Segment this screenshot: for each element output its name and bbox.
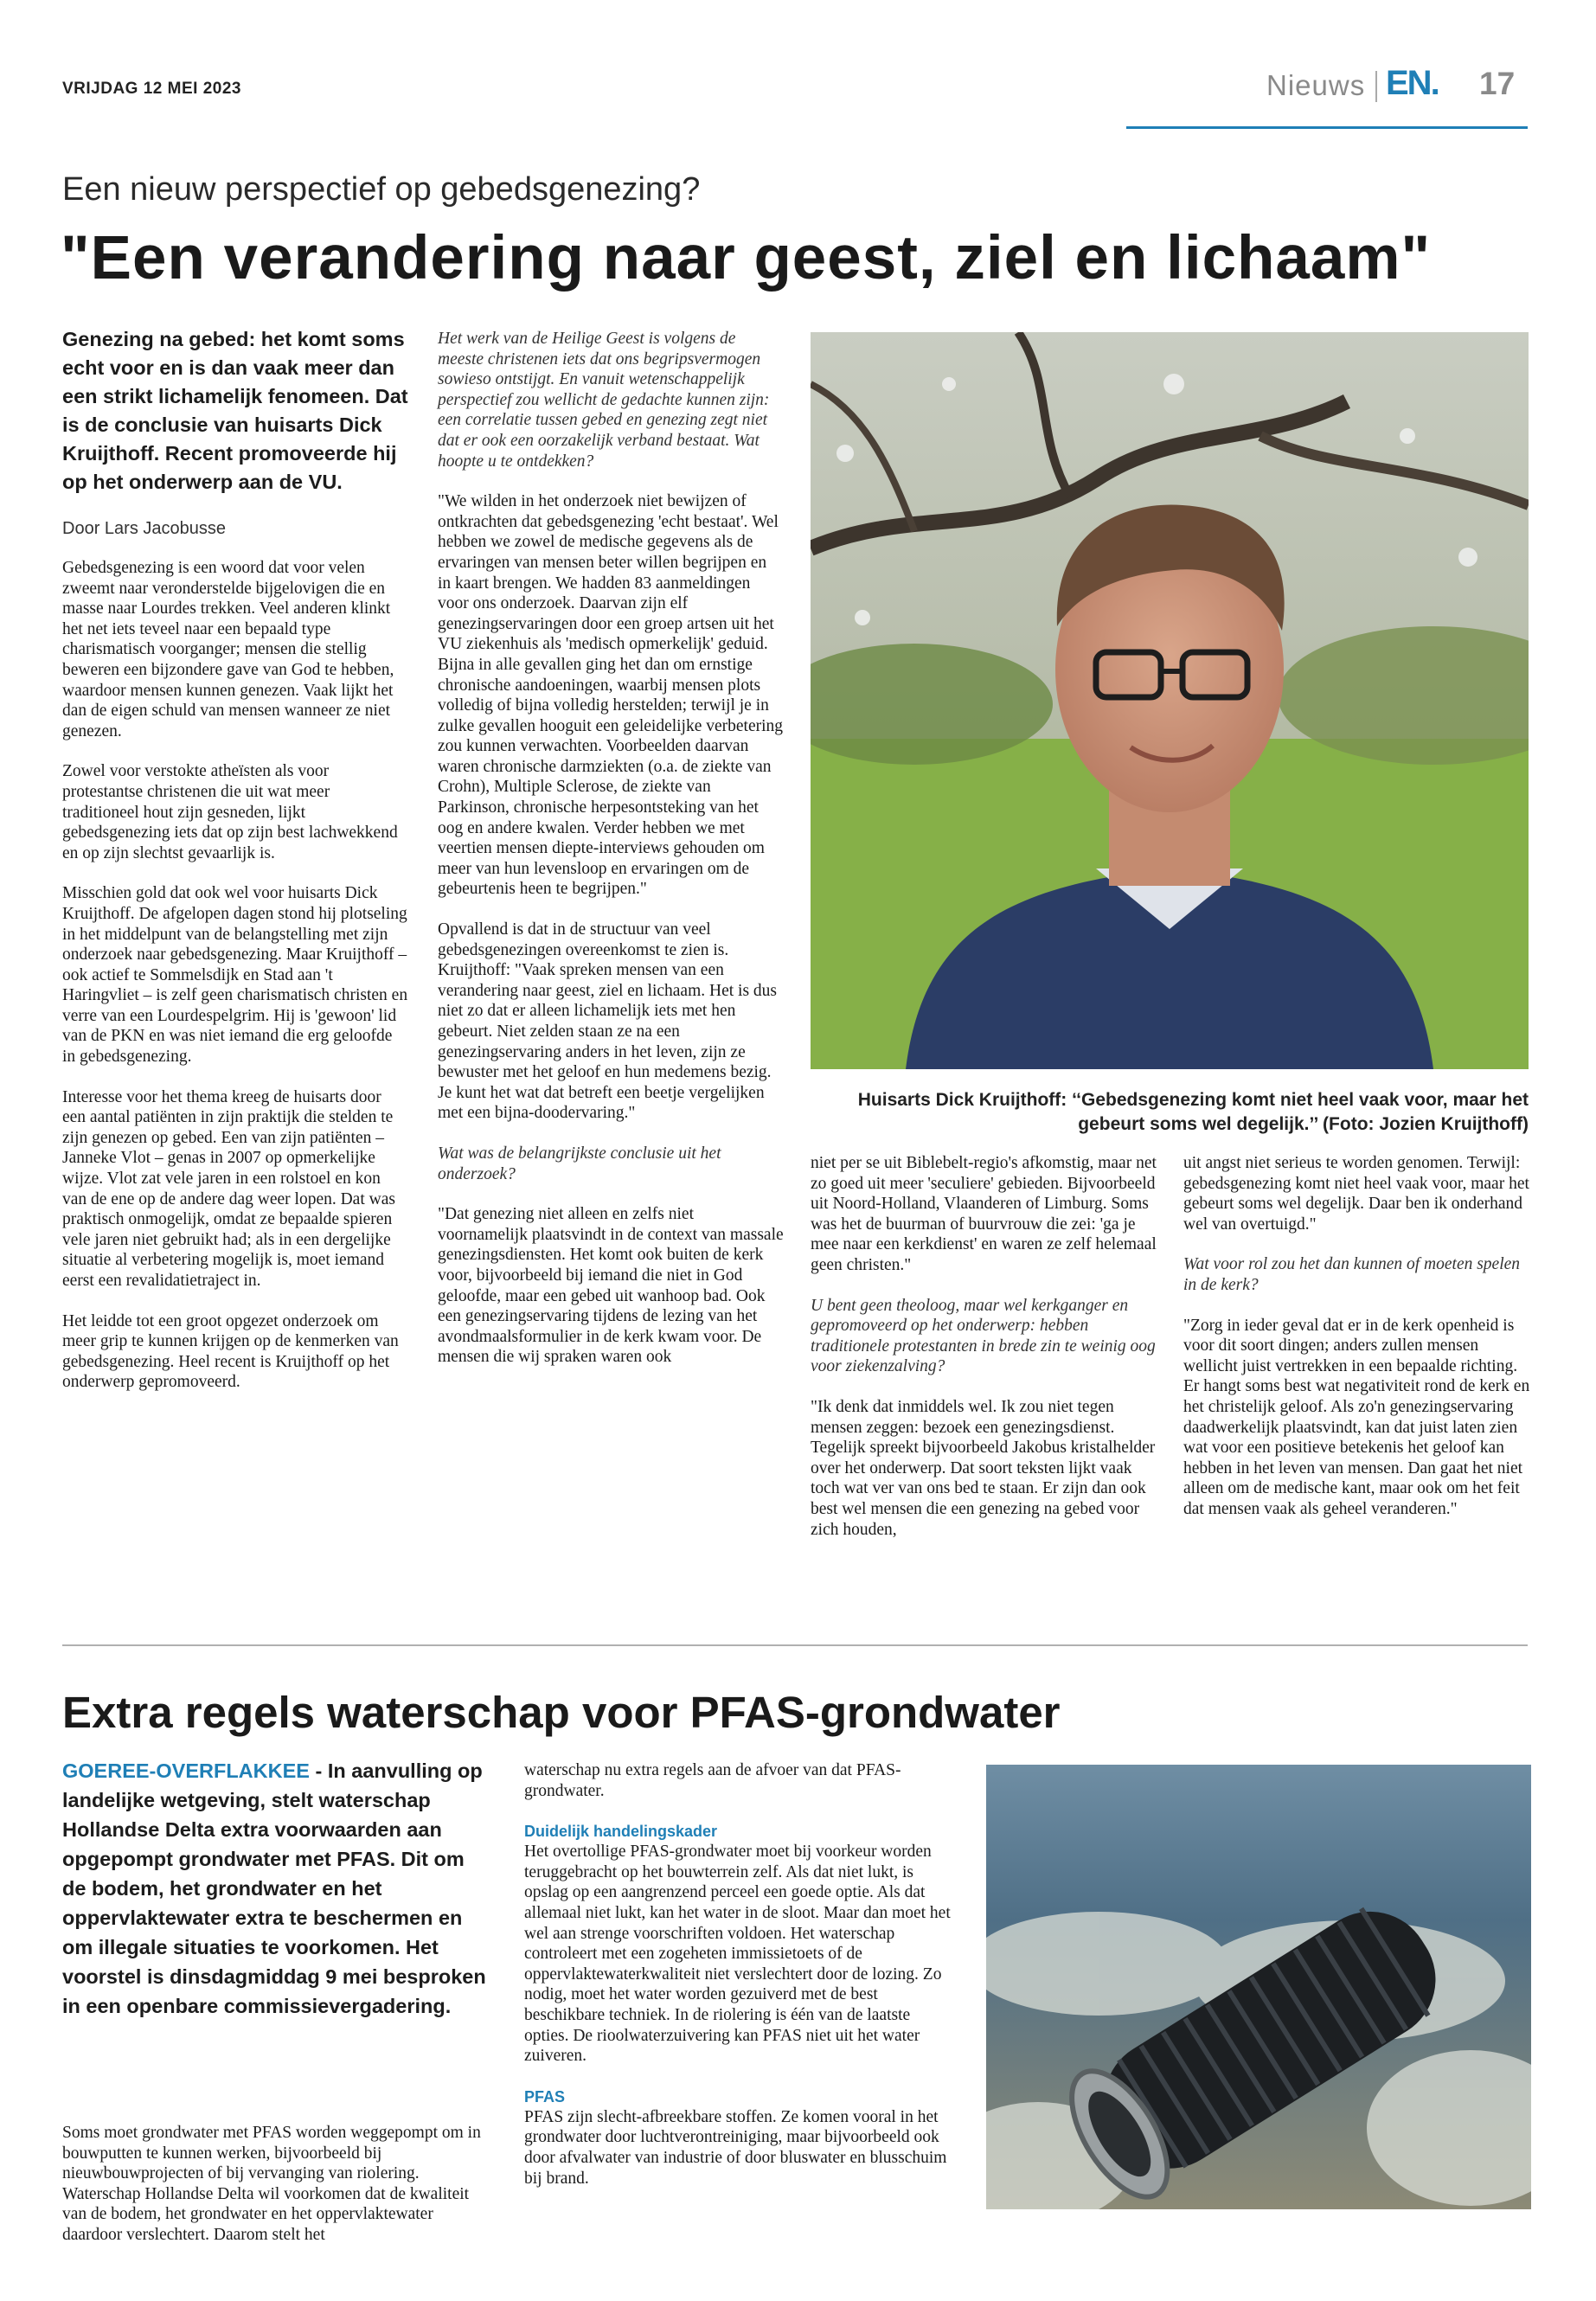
article1-col1-paragraph: Zowel voor verstokte atheïsten als voor protestantse christenen die uit wat meer traditioneel hout zijn gesneden, lijkt gebedsgenezing iets dat op zijn best lachwekkend en op zijn slechtst gevaarlijk is. (62, 762, 398, 862)
section-label: Nieuws (1266, 69, 1366, 101)
header-date: VRIJDAG 12 MEI 2023 (62, 80, 241, 98)
article1-col3 (811, 1153, 1158, 1560)
header-rule (1126, 126, 1528, 129)
article2-lead-text: - In aanvulling op landelijke wetgeving, stelt waterschap Hollandse Delta extra voorwaarden aan opgepompt grondwater met PFAS. Dit om de bodem, het grondwater en het oppervlaktewater extra te beschermen en om illegale situaties te voorkomen. Het voorstel is dinsdagmiddag 9 mei besproken in een openbare commissievergadering. (62, 1759, 486, 2017)
page-number: 17 (1479, 66, 1516, 101)
article2-col2 (524, 1760, 957, 2208)
article2-photo (986, 1765, 1531, 2209)
article2-paragraph: Het overtollige PFAS-grondwater moet bij voorkeur worden teruggebracht op het bouwterrein zelf. Als dat niet lukt, is opslag op een aangrenzend perceel een goede optie. Als dat allemaal niet lukt, kan het water in de sloot. Maar dan moet het wel aan strenge voorschriften voldoen. Het waterschap controleert met een zogeheten immissietoets of de oppervlaktewaterkwaliteit niet verslechtert door de lozing. Zo nodig, moet het water worden gezuiverd met de best beschikbare techniek. In de riolering is één van de laatste opties. De rioolwaterzuivering kan PFAS niet uit het water zuiveren. (524, 1843, 951, 2066)
interview-answer: "Zorg in ieder geval dat er in de kerk openheid is voor dit soort dingen; anders zullen mensen wellicht juist vertrekken in een bepaalde richting. Er hangt soms best wat negativiteit rond de kerk en het christelijk geloof. Als zo'n genezingservaring daadwerkelijk plaatsvindt, kan dat juist laten zien wat voor een positieve betekenis het geloof kan hebben in het leven van mensen. Dan gaat het niet alleen om de medische kant, maar ook om het feit dat mensen vaak als geheel veranderen." (1183, 1316, 1530, 1518)
interview-question: U bent geen theoloog, maar wel kerkganger en gepromoveerd op het onderwerp: hebben traditionele protestanten in brede zin te weinig oog voor ziekenzalving? (811, 1296, 1156, 1376)
article2-paragraph: PFAS zijn slecht-afbreekbare stoffen. Ze komen vooral in het grondwater door luchtverontreiniging, maar bijvoorbeeld ook door afvalwater van industrie of door bluswater en blusschuim bij brand. (524, 2107, 947, 2188)
article1-col2 (438, 329, 784, 1388)
drain-pipe-photo (986, 1765, 1531, 2209)
article1-photo-caption: Huisarts Dick Kruijthoff: ‘‘Gebedsgenezing komt niet heel vaak voor, maar het gebeurt soms wel degelijk.’’ (Foto: Jozien Kruijthoff) (857, 1090, 1529, 1134)
interview-question: Het werk van de Heilige Geest is volgens de meeste christenen iets dat ons begripsvermogen sowieso ontstijgt. En vanuit wetenschappelijk perspectief zou wellicht de gedachte kunnen zijn: een correlatie tussen gebed en genezing zegt niet dat er ook een oorzakelijk verband bestaat. Wat hoopte u te ontdekken? (438, 330, 770, 471)
article2-location: GOEREE-OVERFLAKKEE (62, 1759, 310, 1782)
article2-lead (62, 1756, 493, 2021)
header-right (1254, 62, 1533, 107)
article1-col1-paragraph: Interesse voor het thema kreeg de huisarts door een aantal patiënten in zijn praktijk die stelden te zijn genezen op gebed. Een van zijn patiënten – Janneke Vlot – genas in 2007 op opmerkelijke wijze. Vlot zat vele jaren in een rolstoel en kon van de ene op de andere dag weer lopen. Dat was praktisch onmogelijk, omdat ze bepaalde spieren vele jaren niet gebruikt had; als in een dergelijke situatie al verbetering mogelijk is, moet iemand eerst een revalidatietraject in. (62, 1087, 395, 1290)
article1-kicker: Een nieuw perspectief op gebedsgenezing? (62, 171, 701, 208)
article1-col1-paragraph: Misschien gold dat ook wel voor huisarts Dick Kruijthoff. De afgelopen dagen stond hij plotseling in het middelpunt van de belangstelling met zijn onderzoek naar gebedsgenezing. Maar Kruijthoff – ook actief te Sommelsdijk en Stad aan 't Haringvliet – is zelf geen charismatisch christen en verre van een Lourdespelgrim. Hij is 'gewoon' lid van de PKN en was niet iemand die erg geloofde in gebedsgenezing. (62, 884, 408, 1067)
portrait-photo (811, 332, 1529, 1069)
article1-byline: Door Lars Jacobusse (62, 519, 226, 538)
article1-col1-paragraph: Het leidde tot een groot opgezet onderzoek om meer grip te kunnen krijgen op de kenmerken van gebedsgenezing. Heel recent is Kruijthoff op het onderwerp gepromoveerd. (62, 1311, 399, 1392)
interview-answer: "We wilden in het onderzoek niet bewijzen of ontkrachten dat gebedsgenezing 'echt bestaat'. Wel hebben we zowel de medische gegevens als de ervaringen van mensen beter willen begrijpen en in kaart brengen. We hadden 83 aanmeldingen voor ons onderzoek. Daarvan zijn elf genezingservaringen door een groep artsen uit het VU ziekenhuis als 'medisch opmerkelijk' geduid. Bijna in alle gevallen ging het dan om ernstige chronische aandoeningen, waarbij mensen plots volledig of bijna volledig herstelden; terwijl je in zulke gevallen hooguit een geleidelijke verbetering zou kunnen verwachten. Voorbeelden daarvan waren chronische darmziekten (o.a. de ziekte van Crohn), Multiple Sclerose, de ziekte van Parkinson, chronische herpesontsteking van het oog en andere kwalen. Verder hebben we met veertien mensen diepte-interviews gehouden om meer van hun levensloop en ervaringen om de gebeurtenis heen te begrijpen." (438, 492, 784, 899)
interview-question: Wat was de belangrijkste conclusie uit het onderzoek? (438, 1144, 721, 1183)
interview-question: Wat voor rol zou het dan kunnen of moeten spelen in de kerk? (1183, 1255, 1521, 1294)
article2-paragraph: Soms moet grondwater met PFAS worden weggepompt om in bouwputten te kunnen werken, bijvoorbeeld bij nieuwbouwprojecten of bij vervanging van riolering. Waterschap Hollandse Delta wil voorkomen dat de kwaliteit van de bodem, het grondwater en het oppervlaktewater daardoor verslechtert. Daarom stelt het (62, 2124, 481, 2244)
article2-headline: Extra regels waterschap voor PFAS-grondwater (62, 1688, 1061, 1737)
article1-photo (811, 332, 1529, 1069)
article2-subhead: PFAS (524, 2087, 566, 2106)
article2-subhead: Duidelijk handelingskader (524, 1823, 718, 1841)
interview-answer: niet per se uit Biblebelt-regio's afkomstig, maar net zo goed uit meer 'seculiere' gebieden. Bijvoorbeeld uit Noord-Holland, Vlaanderen of Limburg. Soms was het de buurman of buurvrouw die zei: 'ga je mee naar een kerkdienst' en waren ze zelf helemaal geen christen." (811, 1154, 1157, 1274)
article-separator (62, 1644, 1528, 1646)
article1-col1-paragraph: Gebedsgenezing is een woord dat voor velen zweemt naar veronderstelde bijgelovigen die en masse naar Lourdes trekken. Veel anderen klinkt het net iets teveel naar een bepaald type charismatisch voorganger; mensen die stellig beweren een bijzondere gave van God te hebben, waardoor mensen kunnen genezen. Vaak lijkt het dan de eigen schuld van mensen wanneer ze niet genezen. (62, 559, 394, 740)
article1-headline: "Een verandering naar geest, ziel en lichaam" (61, 224, 1432, 292)
interview-answer: uit angst niet serieus te worden genomen. Terwijl: gebedsgenezing komt niet heel vaak voor, maar het gebeurt soms wel degelijk. Daar ben ik onderhand wel van overtuigd." (1183, 1154, 1529, 1234)
section-divider (1375, 71, 1377, 102)
article2-col1 (62, 2123, 495, 2266)
interview-answer: "Dat genezing niet alleen en zelfs niet voornamelijk plaatsvindt in de context van massale genezingsdiensten. Het komt ook buiten de kerk voor, bijvoorbeeld bij iemand die niet in God geloofde, maar een gebed uit wanhoop bad. Ook een genezingservaring tijdens de lezing van het avondmaalsformulier in de kerk kwam voor. De mensen die wij spraken waren ook (438, 1205, 784, 1367)
article1-lead: Genezing na gebed: het komt soms echt voor en is dan vaak meer dan een strikt lichamelijk fenomeen. Dat is de conclusie van huisarts Dick Kruijthoff. Recent promoveerde hij op het onderwerp aan de VU. (62, 328, 408, 493)
article1-col1 (62, 325, 408, 1413)
article2-paragraph: waterschap nu extra regels aan de afvoer van dat PFAS-grondwater. (524, 1761, 901, 1800)
en-logo: EN. (1386, 64, 1439, 102)
interview-answer: "Ik denk dat inmiddels wel. Ik zou niet tegen mensen zeggen: bezoek een genezingsdienst. Tegelijk spreekt bijvoorbeeld Jakobus kristalhelder over het onderwerp. Dat soort teksten lijkt vaak toch wat ver van ons bed te staan. Er zijn dan ook best wel mensen die een genezing na gebed voor zich houden, (811, 1397, 1156, 1539)
article1-paragraph: Opvallend is dat in de structuur van veel gebedsgenezingen overeenkomst te zien is. Kruijthoff: "Vaak spreken mensen van een verandering naar geest, ziel en lichaam. Het is dus niet zo dat er alleen lichamelijk iets met hen gebeurt. Niet zelden staan ze na een genezingservaring anders in het leven, zijn ze bewuster met het geloof en hun medemens bezig. Je kunt het wat dat betreft een beetje vergelijken met een bijna-doodervaring." (438, 920, 778, 1123)
article1-col4 (1183, 1153, 1531, 1540)
